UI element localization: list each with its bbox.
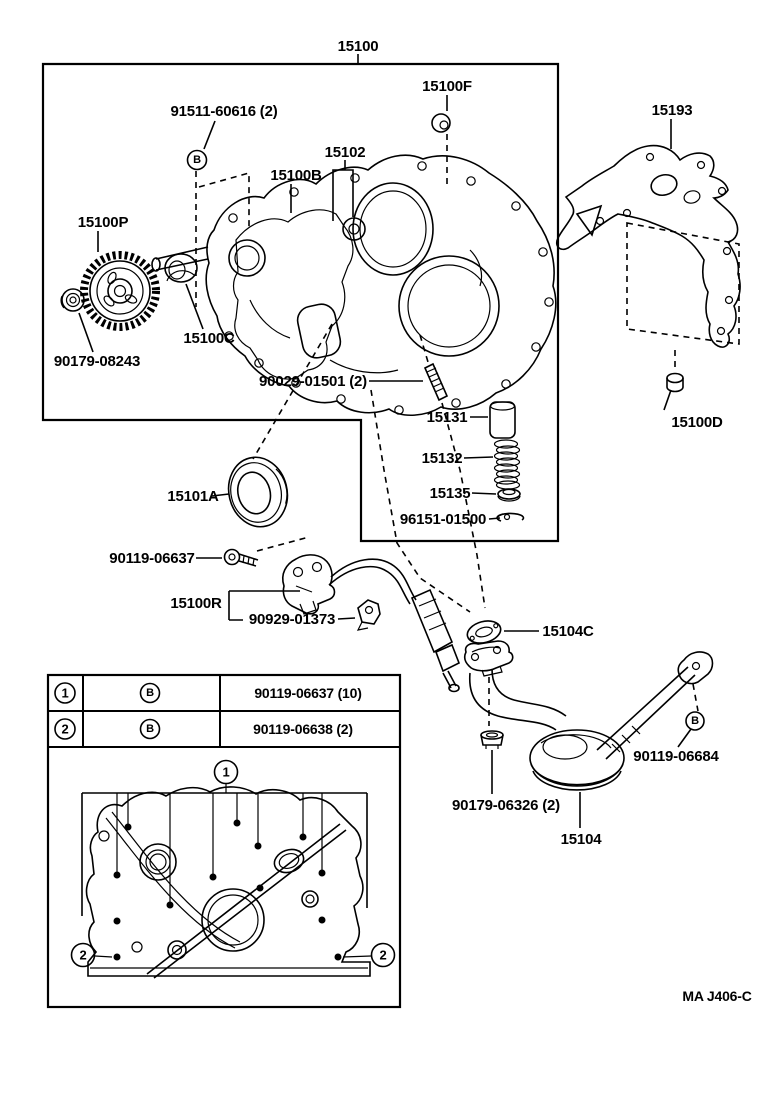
grommet-15100D-drawing [667, 374, 683, 392]
leader-15132 [464, 457, 493, 458]
legend-row-1-index: 1 [61, 685, 69, 701]
part-label-90929-01373: 90929-01373 [248, 611, 336, 628]
leader-91511 [204, 121, 215, 149]
part-label-15131: 15131 [426, 409, 468, 426]
figure-code: MA J406-C [682, 988, 752, 1004]
callout-2-left-group [72, 944, 121, 967]
leader-90929-01373 [338, 618, 355, 619]
legend-row-1-part-number: 90119-06637 (10) [254, 685, 362, 701]
part-label-90179-06326: 90179-06326 (2) [452, 797, 560, 814]
bolt-90119-06637-drawing [225, 550, 259, 567]
part-label-15135: 15135 [429, 485, 471, 502]
grommet-15100F-drawing [432, 114, 450, 132]
nut-90179-08243-drawing [61, 289, 84, 311]
legend-row-1 [55, 683, 362, 703]
bushing-15100C-drawing [165, 254, 197, 282]
part-label-15100R: 15100R [170, 595, 222, 612]
callout-b-strainer-letter: B [691, 715, 699, 727]
part-label-15100D: 15100D [671, 414, 723, 431]
part-label-15193: 15193 [651, 102, 693, 119]
gasket-15104C-drawing [465, 617, 503, 646]
leader-15100C [186, 284, 203, 329]
pulley-15100P-drawing [84, 255, 156, 327]
leader-90119-06684 [678, 729, 691, 747]
oil-seal-15101A-drawing [221, 451, 294, 533]
legend-row-2-part-number: 90119-06638 (2) [253, 721, 353, 737]
part-label-96151-01500: 96151-01500 [399, 511, 487, 528]
gasket-15193-drawing [557, 146, 740, 347]
part-label-90029-01501: 90029-01501 (2) [259, 373, 367, 390]
snap-ring-96151-01500 [497, 513, 523, 521]
callout-1-group [114, 761, 326, 925]
part-label-15104C: 15104C [542, 623, 594, 640]
part-label-90119-06684: 90119-06684 [633, 748, 719, 765]
relief-valve-piston-15131 [490, 402, 515, 438]
part-label-90179-08243: 90179-08243 [53, 353, 141, 370]
spring-retainer-15135 [498, 489, 520, 501]
callout-b-top [188, 151, 207, 170]
stud-90029-01501-drawing [425, 364, 447, 400]
callout-b-strainer [686, 712, 704, 730]
legend-row-2-index: 2 [61, 721, 69, 737]
part-label-90119-06637: 90119-06637 [109, 550, 195, 567]
sensor-rotor-90929-01373-drawing [358, 600, 380, 630]
legend-row-2 [55, 719, 353, 739]
callout-2-right-number: 2 [379, 947, 387, 963]
oil-strainer-15104-drawing [465, 641, 713, 790]
part-label-91511-60616: 91511-60616 (2) [170, 103, 278, 120]
callout-2-right-group [335, 944, 395, 967]
dashed-stud-down [442, 403, 485, 608]
callout-1-number: 1 [222, 764, 230, 780]
legend-row-1-fastener: B [146, 687, 154, 699]
part-label-15102: 15102 [324, 144, 366, 161]
callout-2-left-number: 2 [79, 947, 87, 963]
dashed-b-box [199, 173, 249, 229]
dashed-brace-to-b [693, 684, 698, 711]
dashed-bolt-to-sensor [257, 537, 309, 551]
part-label-15104: 15104 [560, 831, 602, 848]
legend-row-2-fastener: B [146, 723, 154, 735]
part-label-15100F: 15100F [422, 78, 472, 95]
callout-b-top-letter: B [193, 154, 201, 166]
part-label-15101A: 15101A [167, 488, 219, 505]
nut-90179-06326-drawing [481, 731, 503, 749]
dashed-pump-to-seal [253, 324, 332, 459]
part-label-15132: 15132 [421, 450, 463, 467]
leader-90179-08243 [79, 313, 93, 352]
relief-valve-spring-15132 [495, 440, 520, 489]
leader-15135 [472, 493, 496, 494]
engine-front-view-drawing [82, 787, 370, 978]
part-label-15100B: 15100B [270, 167, 322, 184]
leader-15100D [664, 390, 671, 410]
part-label-15100C: 15100C [183, 330, 235, 347]
dashed-gasket-plane [627, 223, 739, 344]
part-label-15100P: 15100P [77, 214, 129, 231]
part-label-15100: 15100 [337, 38, 379, 55]
